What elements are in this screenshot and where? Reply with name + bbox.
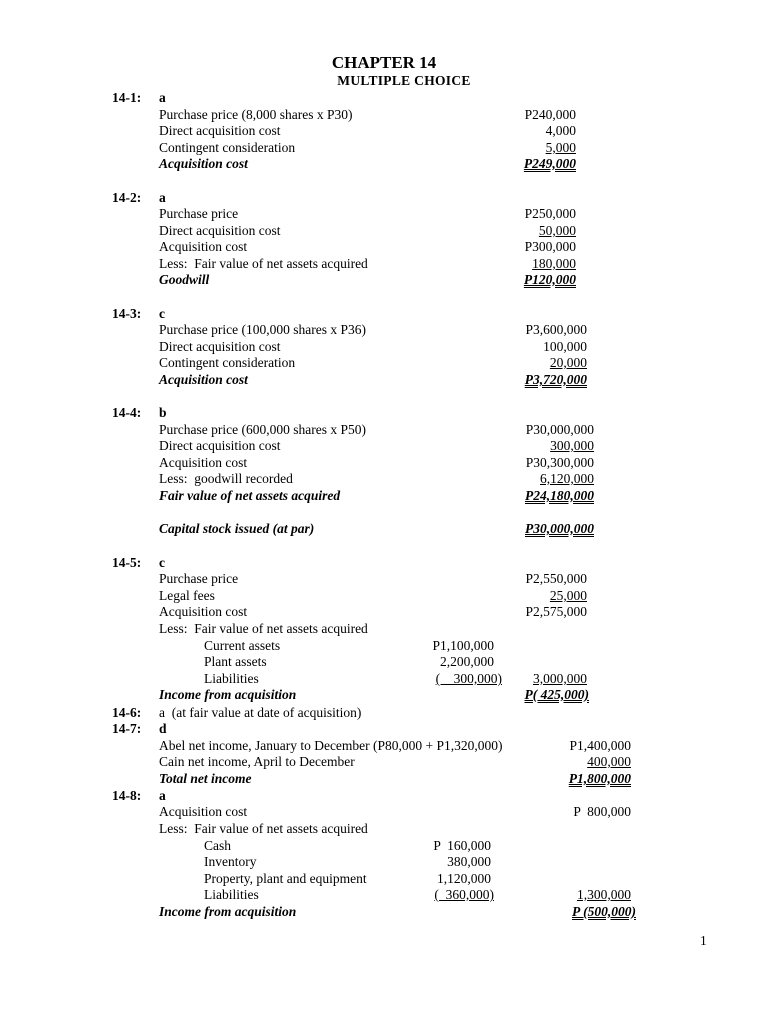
line-label: Acquisition cost	[159, 804, 248, 819]
total-label: Total net income	[159, 771, 252, 786]
line-label: Purchase price	[159, 206, 239, 221]
total-amount: P24,180,000	[525, 488, 594, 503]
sub-amount: 1,120,000	[437, 871, 491, 886]
line-label: Direct acquisition cost	[159, 438, 281, 453]
line-label: Cain net income, April to December	[159, 754, 355, 769]
sub-amount: 2,200,000	[440, 654, 494, 669]
total-amount: P120,000	[523, 272, 576, 287]
total-label: Acquisition cost	[159, 156, 248, 171]
total-amount: P( 425,000)	[524, 687, 589, 702]
page-number: 1	[700, 933, 707, 948]
question-number: 14-6:	[112, 705, 142, 720]
sub-amount: 380,000	[447, 854, 491, 869]
answer-letter: a	[159, 788, 166, 803]
amount: P 800,000	[573, 804, 631, 819]
line-label: Liabilities	[204, 887, 259, 902]
answer-letter: d	[159, 721, 167, 736]
amount: 6,120,000	[540, 471, 594, 486]
line-label: Less: Fair value of net assets acquired	[159, 621, 368, 636]
amount: 1,300,000	[577, 887, 631, 902]
section-subtitle: MULTIPLE CHOICE	[337, 73, 471, 88]
total-amount: P (500,000)	[572, 904, 636, 919]
amount: P2,550,000	[525, 571, 587, 586]
line-label: Acquisition cost	[159, 239, 248, 254]
total-amount: P1,800,000	[568, 771, 631, 786]
question-number: 14-8:	[112, 788, 142, 803]
line-label: Purchase price (100,000 shares x P36)	[159, 322, 366, 337]
amount: P1,400,000	[569, 738, 631, 753]
amount: 3,000,000	[533, 671, 587, 686]
question-number: 14-5:	[112, 555, 142, 570]
question-number: 14-1:	[112, 90, 142, 105]
line-label: Contingent consideration	[159, 355, 296, 370]
total-amount: P249,000	[523, 156, 576, 171]
line-label: Current assets	[204, 638, 281, 653]
total-amount: P3,720,000	[524, 372, 587, 387]
amount: 4,000	[545, 123, 576, 138]
line-label: Direct acquisition cost	[159, 223, 281, 238]
line-label: Less: goodwill recorded	[159, 471, 293, 486]
amount: 100,000	[543, 339, 587, 354]
line-label: Less: Fair value of net assets acquired	[159, 821, 368, 836]
amount: P3,600,000	[525, 322, 587, 337]
line-label: Acquisition cost	[159, 455, 248, 470]
answer-letter: a	[159, 90, 166, 105]
line-label: Direct acquisition cost	[159, 339, 281, 354]
amount: 20,000	[549, 355, 587, 370]
amount: 5,000	[545, 140, 576, 155]
amount: P240,000	[524, 107, 576, 122]
question-number: 14-4:	[112, 405, 142, 420]
amount: 300,000	[550, 438, 594, 453]
total-label: Income from acquisition	[159, 687, 297, 702]
amount: 400,000	[587, 754, 631, 769]
sub-amount: P1,100,000	[432, 638, 494, 653]
line-label: Abel net income, January to December (P80,000 + P1,320,000)	[159, 738, 503, 753]
amount: P2,575,000	[525, 604, 587, 619]
amount: 25,000	[549, 588, 587, 603]
answer-text: a (at fair value at date of acquisition)	[159, 705, 362, 720]
line-label: Liabilities	[204, 671, 259, 686]
answer-letter: c	[159, 555, 165, 570]
chapter-title: CHAPTER 14	[331, 53, 437, 72]
line-label: Legal fees	[159, 588, 215, 603]
total-label: Income from acquisition	[159, 904, 297, 919]
line-label: Direct acquisition cost	[159, 123, 281, 138]
sub-amount: ( 360,000)	[434, 887, 494, 902]
amount: P250,000	[524, 206, 576, 221]
line-label: Inventory	[204, 854, 257, 869]
sub-amount: ( 300,000)	[435, 671, 502, 686]
line-label: Less: Fair value of net assets acquired	[159, 256, 368, 271]
amount: 50,000	[538, 223, 576, 238]
line-label: Property, plant and equipment	[204, 871, 367, 886]
amount: 180,000	[532, 256, 576, 271]
amount: P30,000,000	[525, 422, 594, 437]
line-label: Purchase price	[159, 571, 239, 586]
line-label: Purchase price (8,000 shares x P30)	[159, 107, 353, 122]
answer-letter: b	[159, 405, 167, 420]
question-number: 14-3:	[112, 306, 142, 321]
total-label: Acquisition cost	[159, 372, 248, 387]
line-label: Acquisition cost	[159, 604, 248, 619]
line-label: Cash	[204, 838, 231, 853]
total-amount: P30,000,000	[525, 521, 594, 536]
total-label: Goodwill	[159, 272, 210, 287]
amount: P30,300,000	[525, 455, 594, 470]
sub-amount: P 160,000	[433, 838, 491, 853]
question-number: 14-2:	[112, 190, 142, 205]
total-label: Fair value of net assets acquired	[159, 488, 341, 503]
line-label: Plant assets	[204, 654, 267, 669]
question-number: 14-7:	[112, 721, 142, 736]
line-label: Purchase price (600,000 shares x P50)	[159, 422, 366, 437]
answer-letter: a	[159, 190, 166, 205]
answer-letter: c	[159, 306, 165, 321]
line-label: Contingent consideration	[159, 140, 296, 155]
total-label: Capital stock issued (at par)	[159, 521, 315, 536]
amount: P300,000	[524, 239, 576, 254]
